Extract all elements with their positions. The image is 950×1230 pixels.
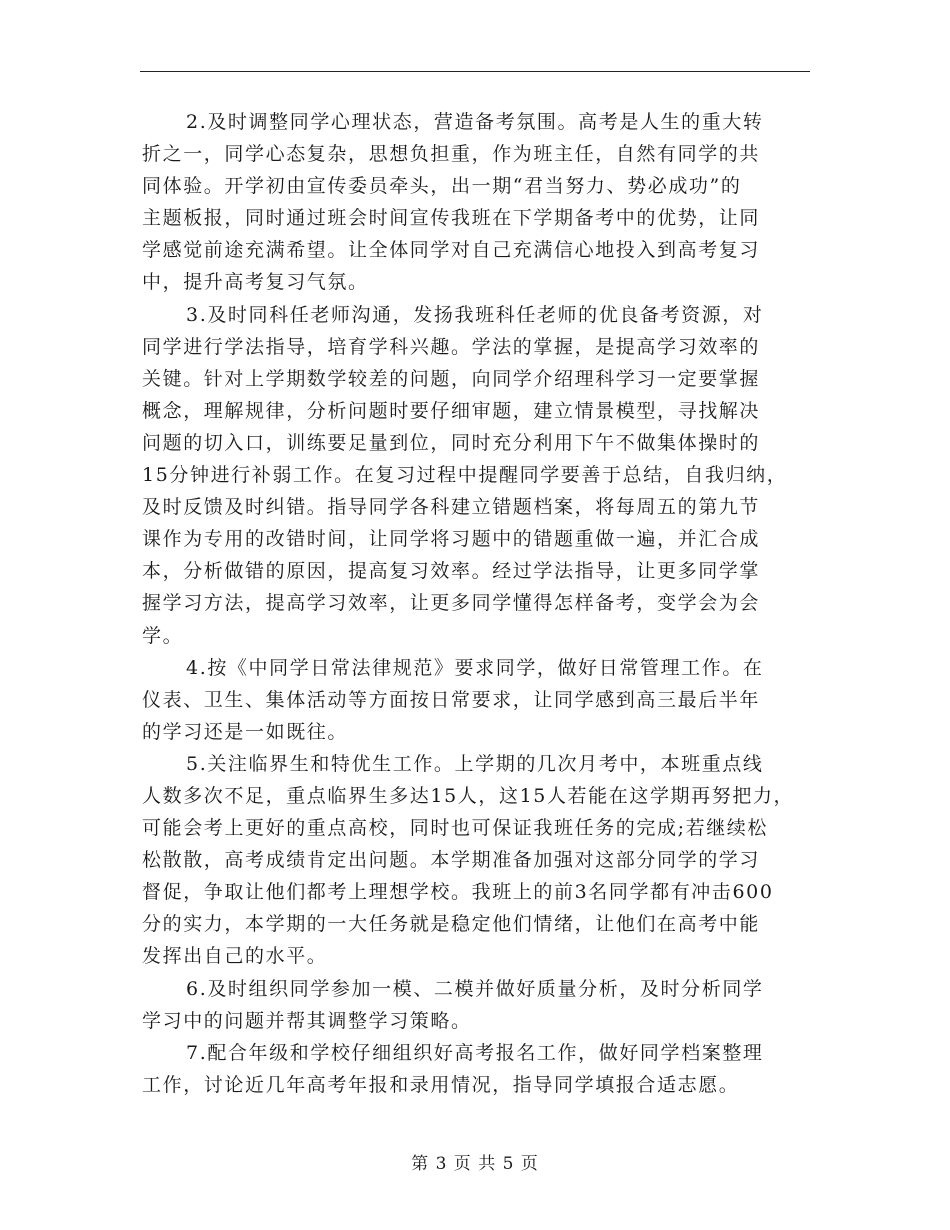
page-number-footer: 第 3 页 共 5 页 <box>411 1154 539 1174</box>
paragraph-line: 分的实力，本学期的一大任务就是稳定他们情绪，让他们在高考中能 <box>142 913 761 936</box>
paragraph-line: 本，分析做错的原因，提高复习效率。经过学法指导，让更多同学掌 <box>142 560 761 583</box>
paragraph-first-line: 5.关注临界生和特优生工作。上学期的几次月考中，本班重点线 <box>186 752 764 775</box>
paragraph-line: 松散散，高考成绩肯定出问题。本学期准备加强对这部分同学的学习 <box>142 849 761 872</box>
paragraph-first-line: 4.按《中同学日常法律规范》要求同学，做好日常管理工作。在 <box>186 656 764 679</box>
paragraph-line: 中，提升高考复习气氛。 <box>142 271 369 294</box>
paragraph-line: 的学习还是一如既往。 <box>142 720 349 743</box>
paragraph-first-line: 3.及时同科任老师沟通，发扬我班科任老师的优良备考资源，对 <box>186 303 764 326</box>
paragraph-line: 人数多次不足，重点临界生多达15人，这15人若能在这学期再努把力， <box>142 784 795 807</box>
paragraph-line: 问题的切入口，训练要足量到位，同时充分利用下午不做集体操时的 <box>142 431 761 454</box>
document-body <box>142 106 810 1101</box>
paragraph-line: 课作为专用的改错时间，让同学将习题中的错题重做一遍，并汇合成 <box>142 528 761 551</box>
paragraph-line: 学。 <box>142 624 184 647</box>
paragraph-line: 督促，争取让他们都考上理想学校。我班上的前3名同学都有冲击600 <box>142 881 774 904</box>
paragraph-line: 主题板报，同时通过班会时间宣传我班在下学期备考中的优势，让同 <box>142 207 761 230</box>
paragraph-line: 关键。针对上学期数学较差的问题，向同学介绍理科学习一定要掌握 <box>142 367 761 390</box>
paragraph-line: 及时反馈及时纠错。指导同学各科建立错题档案，将每周五的第九节 <box>142 496 761 519</box>
paragraph-line: 15分钟进行补弱工作。在复习过程中提醒同学要善于总结，自我归纳， <box>142 464 788 487</box>
paragraph-line: 学习中的问题并帮其调整学习策略。 <box>142 1009 472 1032</box>
paragraph-line: 发挥出自己的水平。 <box>142 945 328 968</box>
paragraph-line: 可能会考上更好的重点高校，同时也可保证我班任务的完成;若继续松 <box>142 817 769 840</box>
paragraph-line: 仪表、卫生、集体活动等方面按日常要求，让同学感到高三最后半年 <box>142 688 761 711</box>
paragraph-line: 握学习方法，提高学习效率，让更多同学懂得怎样备考，变学会为会 <box>142 592 761 615</box>
paragraph-first-line: 7.配合年级和学校仔细组织好高考报名工作，做好同学档案整理 <box>186 1041 764 1064</box>
paragraph-line: 工作，讨论近几年高考年报和录用情况，指导同学填报合适志愿。 <box>142 1073 740 1096</box>
paragraph-line: 同学进行学法指导，培育学科兴趣。学法的掌握，是提高学习效率的 <box>142 335 761 358</box>
paragraph-first-line: 2.及时调整同学心理状态，营造备考氛围。高考是人生的重大转 <box>186 111 764 133</box>
header-divider <box>140 71 810 72</box>
paragraph-line: 学感觉前途充满希望。让全体同学对自己充满信心地投入到高考复习 <box>142 239 761 262</box>
paragraph-line: 折之一，同学心态复杂，思想负担重，作为班主任，自然有同学的共 <box>142 143 761 166</box>
paragraph-line: 同体验。开学初由宣传委员牵头，出一期“君当努力、势必成功”的 <box>142 175 742 198</box>
paragraph-line: 概念，理解规律，分析问题时要仔细审题，建立情景模型，寻找解决 <box>142 399 761 422</box>
paragraph-first-line: 6.及时组织同学参加一模、二模并做好质量分析，及时分析同学 <box>186 977 764 1000</box>
